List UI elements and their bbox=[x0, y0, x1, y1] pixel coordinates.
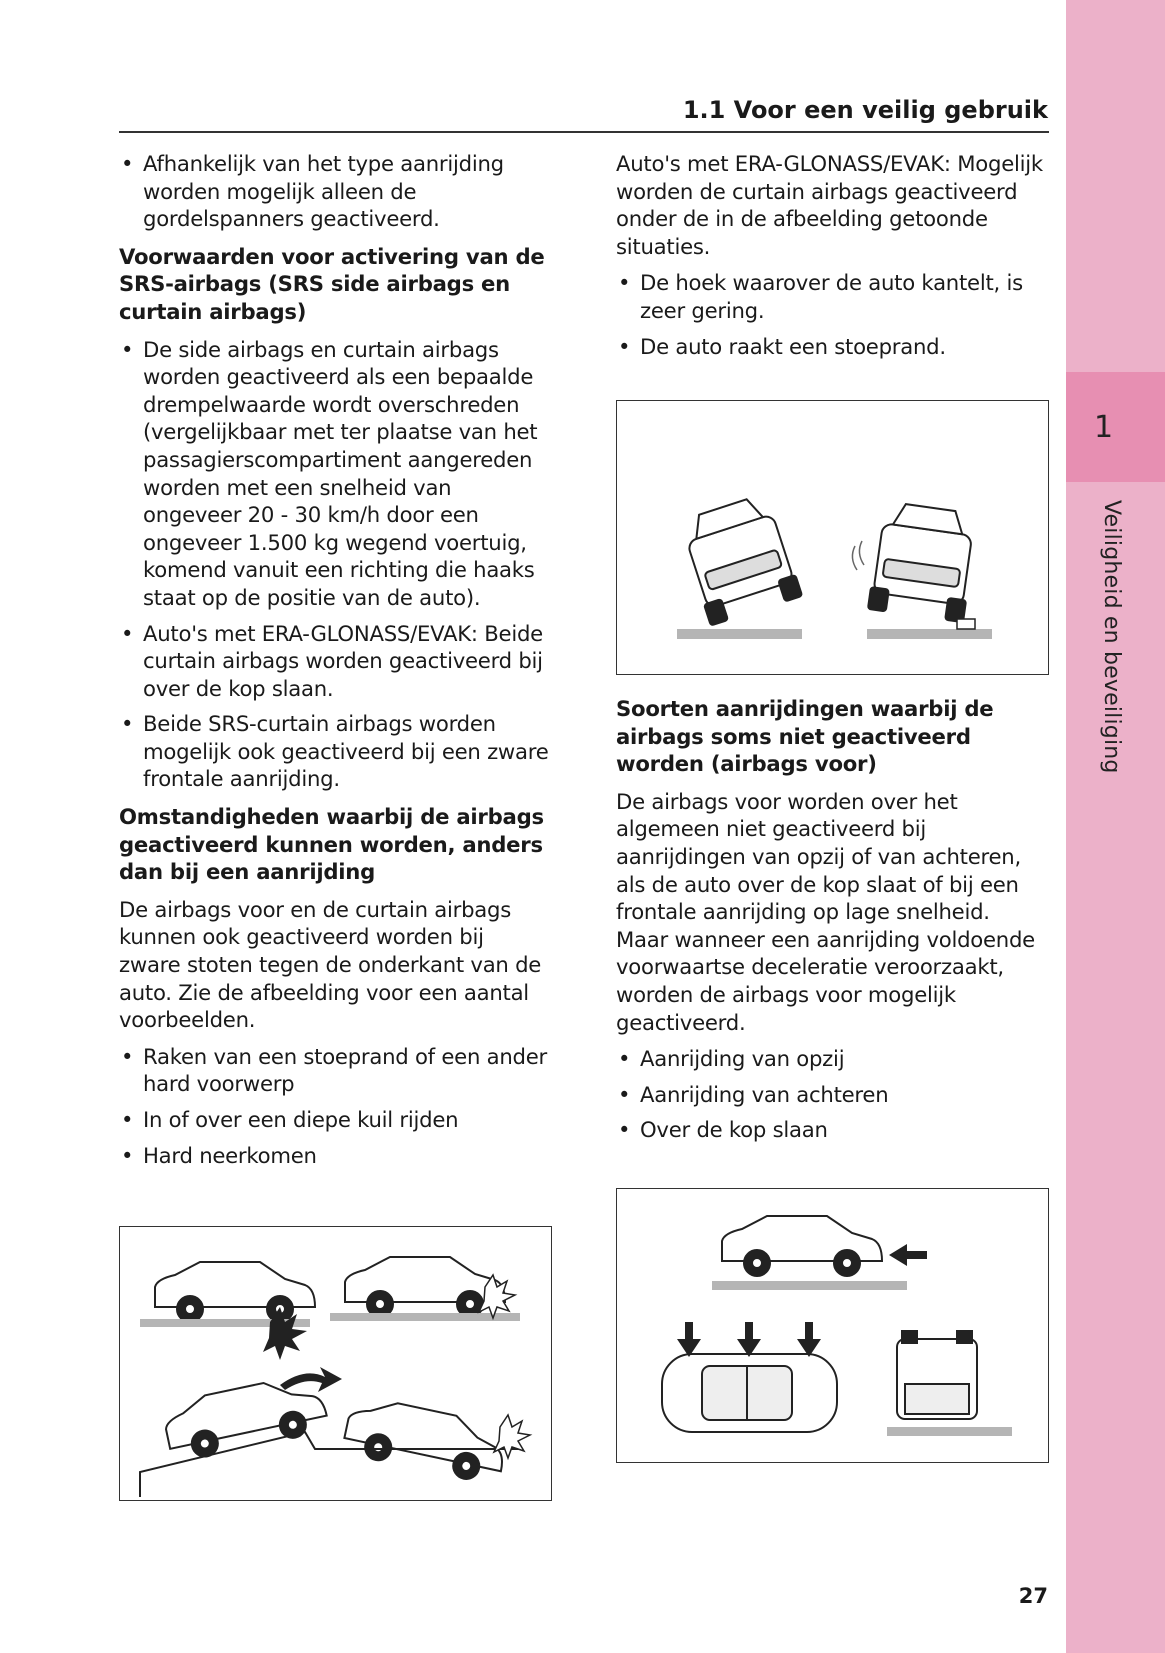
illustration-tilted-cars bbox=[617, 401, 1047, 673]
bullet-text: Over de kop slaan bbox=[640, 1117, 828, 1143]
bullet-text: Raken van een stoeprand of een ander hard voorwerp bbox=[143, 1043, 547, 1097]
bullet-icon: • bbox=[618, 333, 631, 359]
section-heading: Soorten aanrijdingen waarbij de airbags soms niet geactiveerd worden (airbags voor) bbox=[616, 696, 994, 777]
bullet-text: Aanrijding van opzij bbox=[640, 1046, 845, 1072]
page-number: 27 bbox=[1018, 1584, 1048, 1608]
figure-no-front-airbag-collisions bbox=[616, 1188, 1049, 1463]
paragraph: Auto's met ERA-GLONASS/EVAK: Mogelijk worden de curtain airbags geactiveerd onder de in de afbeelding getoonde situaties. bbox=[616, 151, 1043, 259]
list-item bbox=[119, 336, 551, 612]
list-item bbox=[119, 1142, 551, 1170]
right-column-lower bbox=[616, 695, 1048, 1152]
illustration-underbody-impacts bbox=[120, 1227, 550, 1499]
bullet-text: Aanrijding van achteren bbox=[640, 1081, 889, 1107]
left-column bbox=[119, 150, 551, 1177]
figure-underbody-impacts bbox=[119, 1226, 552, 1501]
bullet-icon: • bbox=[618, 1081, 631, 1107]
bullet-icon: • bbox=[121, 336, 134, 362]
bullet-icon: • bbox=[121, 1142, 134, 1168]
bullet-text: De hoek waarover de auto kantelt, is zeer gering. bbox=[640, 270, 1023, 323]
bullet-text: Auto's met ERA-GLONASS/EVAK: Beide curtain airbags worden geactiveerd bij over de kop slaan. bbox=[143, 620, 543, 701]
list-item bbox=[119, 1106, 551, 1134]
section-title: 1.1 Voor een veilig gebruik bbox=[682, 96, 1048, 124]
list-item bbox=[119, 1043, 551, 1098]
bullet-text: Hard neerkomen bbox=[143, 1142, 317, 1168]
bullet-icon: • bbox=[618, 270, 631, 296]
chapter-side-tab bbox=[1066, 0, 1165, 1653]
figure-curtain-airbag-situations bbox=[616, 400, 1049, 675]
list-item bbox=[119, 620, 551, 703]
bullet-text: Afhankelijk van het type aanrijding worden mogelijk alleen de gordelspanners geactiveerd. bbox=[143, 151, 504, 232]
list-item bbox=[616, 1081, 1048, 1109]
list-item bbox=[616, 1045, 1048, 1073]
paragraph: De airbags voor en de curtain airbags kunnen ook geactiveerd worden bij zware stoten tegen de onderkant van de auto. Zie de afbeelding voor een aantal voorbeelden. bbox=[119, 896, 542, 1033]
list-item bbox=[616, 269, 1048, 324]
list-item bbox=[616, 333, 1048, 361]
chapter-number: 1 bbox=[1093, 409, 1114, 445]
bullet-text: De auto raakt een stoeprand. bbox=[640, 333, 946, 359]
bullet-icon: • bbox=[618, 1117, 631, 1143]
paragraph: De airbags voor worden over het algemeen niet geactiveerd bij aanrijdingen van opzij of van achteren, als de auto over de kop slaat of bij een frontale aanrijding op lage snelheid. Maar wanneer een aanrijding voldoende voorwaartse deceleratie veroorzaakt, worden de airbags voor mogelijk geactiveerd. bbox=[616, 788, 1035, 1035]
list-item bbox=[616, 1116, 1048, 1144]
bullet-text: In of over een diepe kuil rijden bbox=[143, 1107, 459, 1132]
section-heading: Omstandigheden waarbij de airbags geactiveerd kunnen worden, anders dan bij een aanrijding bbox=[119, 804, 544, 885]
chapter-title: Veiligheid en beveiliging bbox=[1099, 500, 1124, 774]
bullet-icon: • bbox=[121, 620, 134, 646]
bullet-text: Beide SRS-curtain airbags worden mogelijk ook geactiveerd bij een zware frontale aanrijding. bbox=[143, 711, 549, 792]
list-item bbox=[119, 710, 551, 793]
bullet-icon: • bbox=[121, 1107, 134, 1132]
bullet-icon: • bbox=[121, 711, 134, 737]
list-item bbox=[119, 150, 551, 233]
bullet-icon: • bbox=[121, 151, 134, 176]
bullet-icon: • bbox=[618, 1046, 631, 1072]
header-divider bbox=[119, 131, 1049, 133]
illustration-side-rear-rollover bbox=[617, 1189, 1047, 1461]
bullet-icon: • bbox=[121, 1043, 134, 1069]
section-heading: Voorwaarden voor activering van de SRS-airbags (SRS side airbags en curtain airbags) bbox=[119, 243, 545, 324]
right-column bbox=[616, 150, 1048, 368]
bullet-text: De side airbags en curtain airbags worden geactiveerd als een bepaalde drempelwaarde wordt overschreden (vergelijkbaar met ter plaatse van het passagierscompartiment aangereden worden met een snelheid van ongeveer 20 - 30 km/h door een ongeveer 1.500 kg wegend voertuig, komend vanuit een richting die haaks staat op de positie van de auto). bbox=[143, 336, 538, 610]
